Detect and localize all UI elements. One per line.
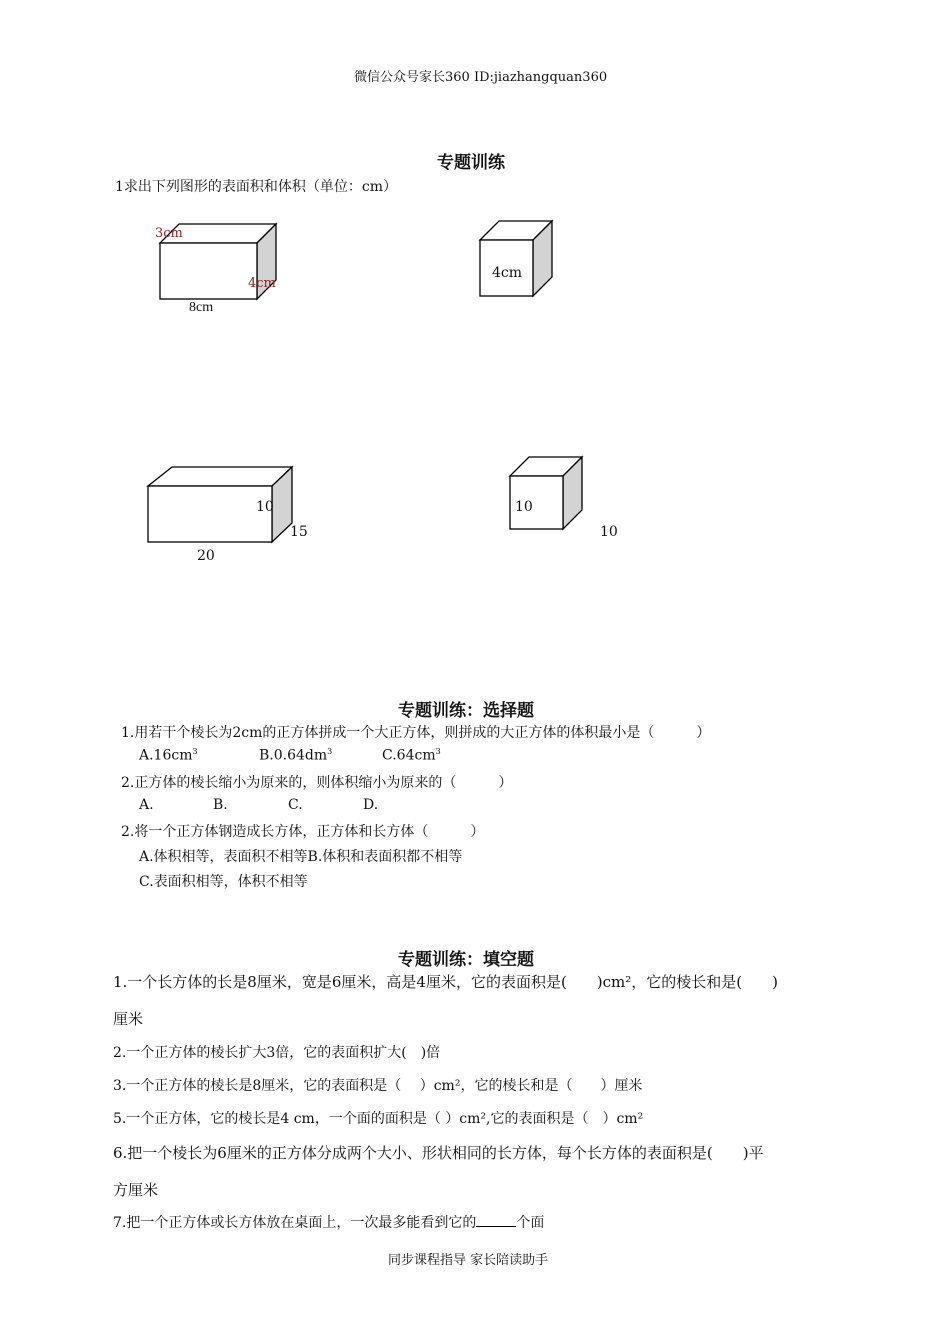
label-edge-10-side: 10: [600, 524, 618, 540]
fill-question-1: 1.一个长方体的长是8厘米，宽是6厘米，高是4厘米，它的表面积是( )cm²，它的棱长和是( ): [113, 973, 778, 991]
fill-question-1-cont: 厘米: [113, 1010, 144, 1028]
fill-question-6: 6.把一个棱长为6厘米的正方体分成两个大小、形状相同的长方体，每个长方体的表面积是( )平: [113, 1144, 764, 1162]
mc-question-2: 2.正方体的棱长缩小为原来的，则体积缩小为原来的（ ）: [121, 775, 513, 791]
mc-q1-option-c: $C.64cm^3$: [382, 747, 441, 764]
label-edge-10-front: 10: [515, 499, 533, 515]
mc-q2-option-d: D.: [363, 797, 379, 813]
label-height-4cm: 4cm: [248, 276, 276, 291]
page-header: 微信公众号家长360 ID:jiazhangquan360: [354, 70, 608, 85]
label-width-3cm: 3cm: [155, 226, 183, 241]
fill-question-5: 5.一个正方体，它的棱长是4 cm，一个面的面积是（ ）cm²,它的表面积是（ ）cm²: [113, 1111, 644, 1127]
page-footer: 同步课程指导 家长陪读助手: [388, 1253, 549, 1268]
section-title-fill-blank: 专题训练：填空题: [398, 950, 534, 970]
section-title-multiple-choice: 专题训练：选择题: [398, 701, 534, 721]
label-width-15: 15: [290, 524, 308, 540]
question-surface-volume: 1求出下列图形的表面积和体积（单位：cm）: [115, 179, 398, 195]
label-length-8cm: 8cm: [189, 300, 214, 315]
mc-q2-option-c: C.: [288, 797, 303, 813]
section-title-practice: 专题训练: [437, 153, 505, 173]
mc-q1-option-a: $A.16cm^3$: [139, 747, 198, 764]
mc-q1-option-b: $B.0.64dm^3$: [259, 747, 333, 764]
mc-question-3: 2.将一个正方体钢造成长方体，正方体和长方体（ ）: [121, 824, 485, 840]
fill-question-3: 3.一个正方体的棱长是8厘米，它的表面积是（ ）cm²，它的棱长和是（ ）厘米: [113, 1078, 643, 1094]
answer-blank[interactable]: [476, 1212, 516, 1227]
label-length-20: 20: [197, 548, 215, 564]
mc-q2-option-b: B.: [213, 797, 228, 813]
fill-question-2: 2.一个正方体的棱长扩大3倍，它的表面积扩大( )倍: [113, 1045, 441, 1061]
label-edge-4cm: 4cm: [492, 265, 523, 281]
fill-question-6-cont: 方厘米: [113, 1181, 159, 1199]
mc-q3-option-c: C.表面积相等，体积不相等: [139, 874, 308, 890]
mc-q2-option-a: A.: [139, 797, 154, 813]
fill-question-7: 7.把一个正方体或长方体放在桌面上，一次最多能看到它的 个面: [113, 1212, 544, 1232]
mc-question-1: 1.用若干个棱长为2cm的正方体拼成一个大正方体，则拼成的大正方体的体积最小是（ ）: [121, 725, 711, 741]
mc-q3-option-ab: A.体积相等，表面积不相等B.体积和表面积都不相等: [139, 849, 463, 865]
label-height-10: 10: [256, 499, 274, 515]
